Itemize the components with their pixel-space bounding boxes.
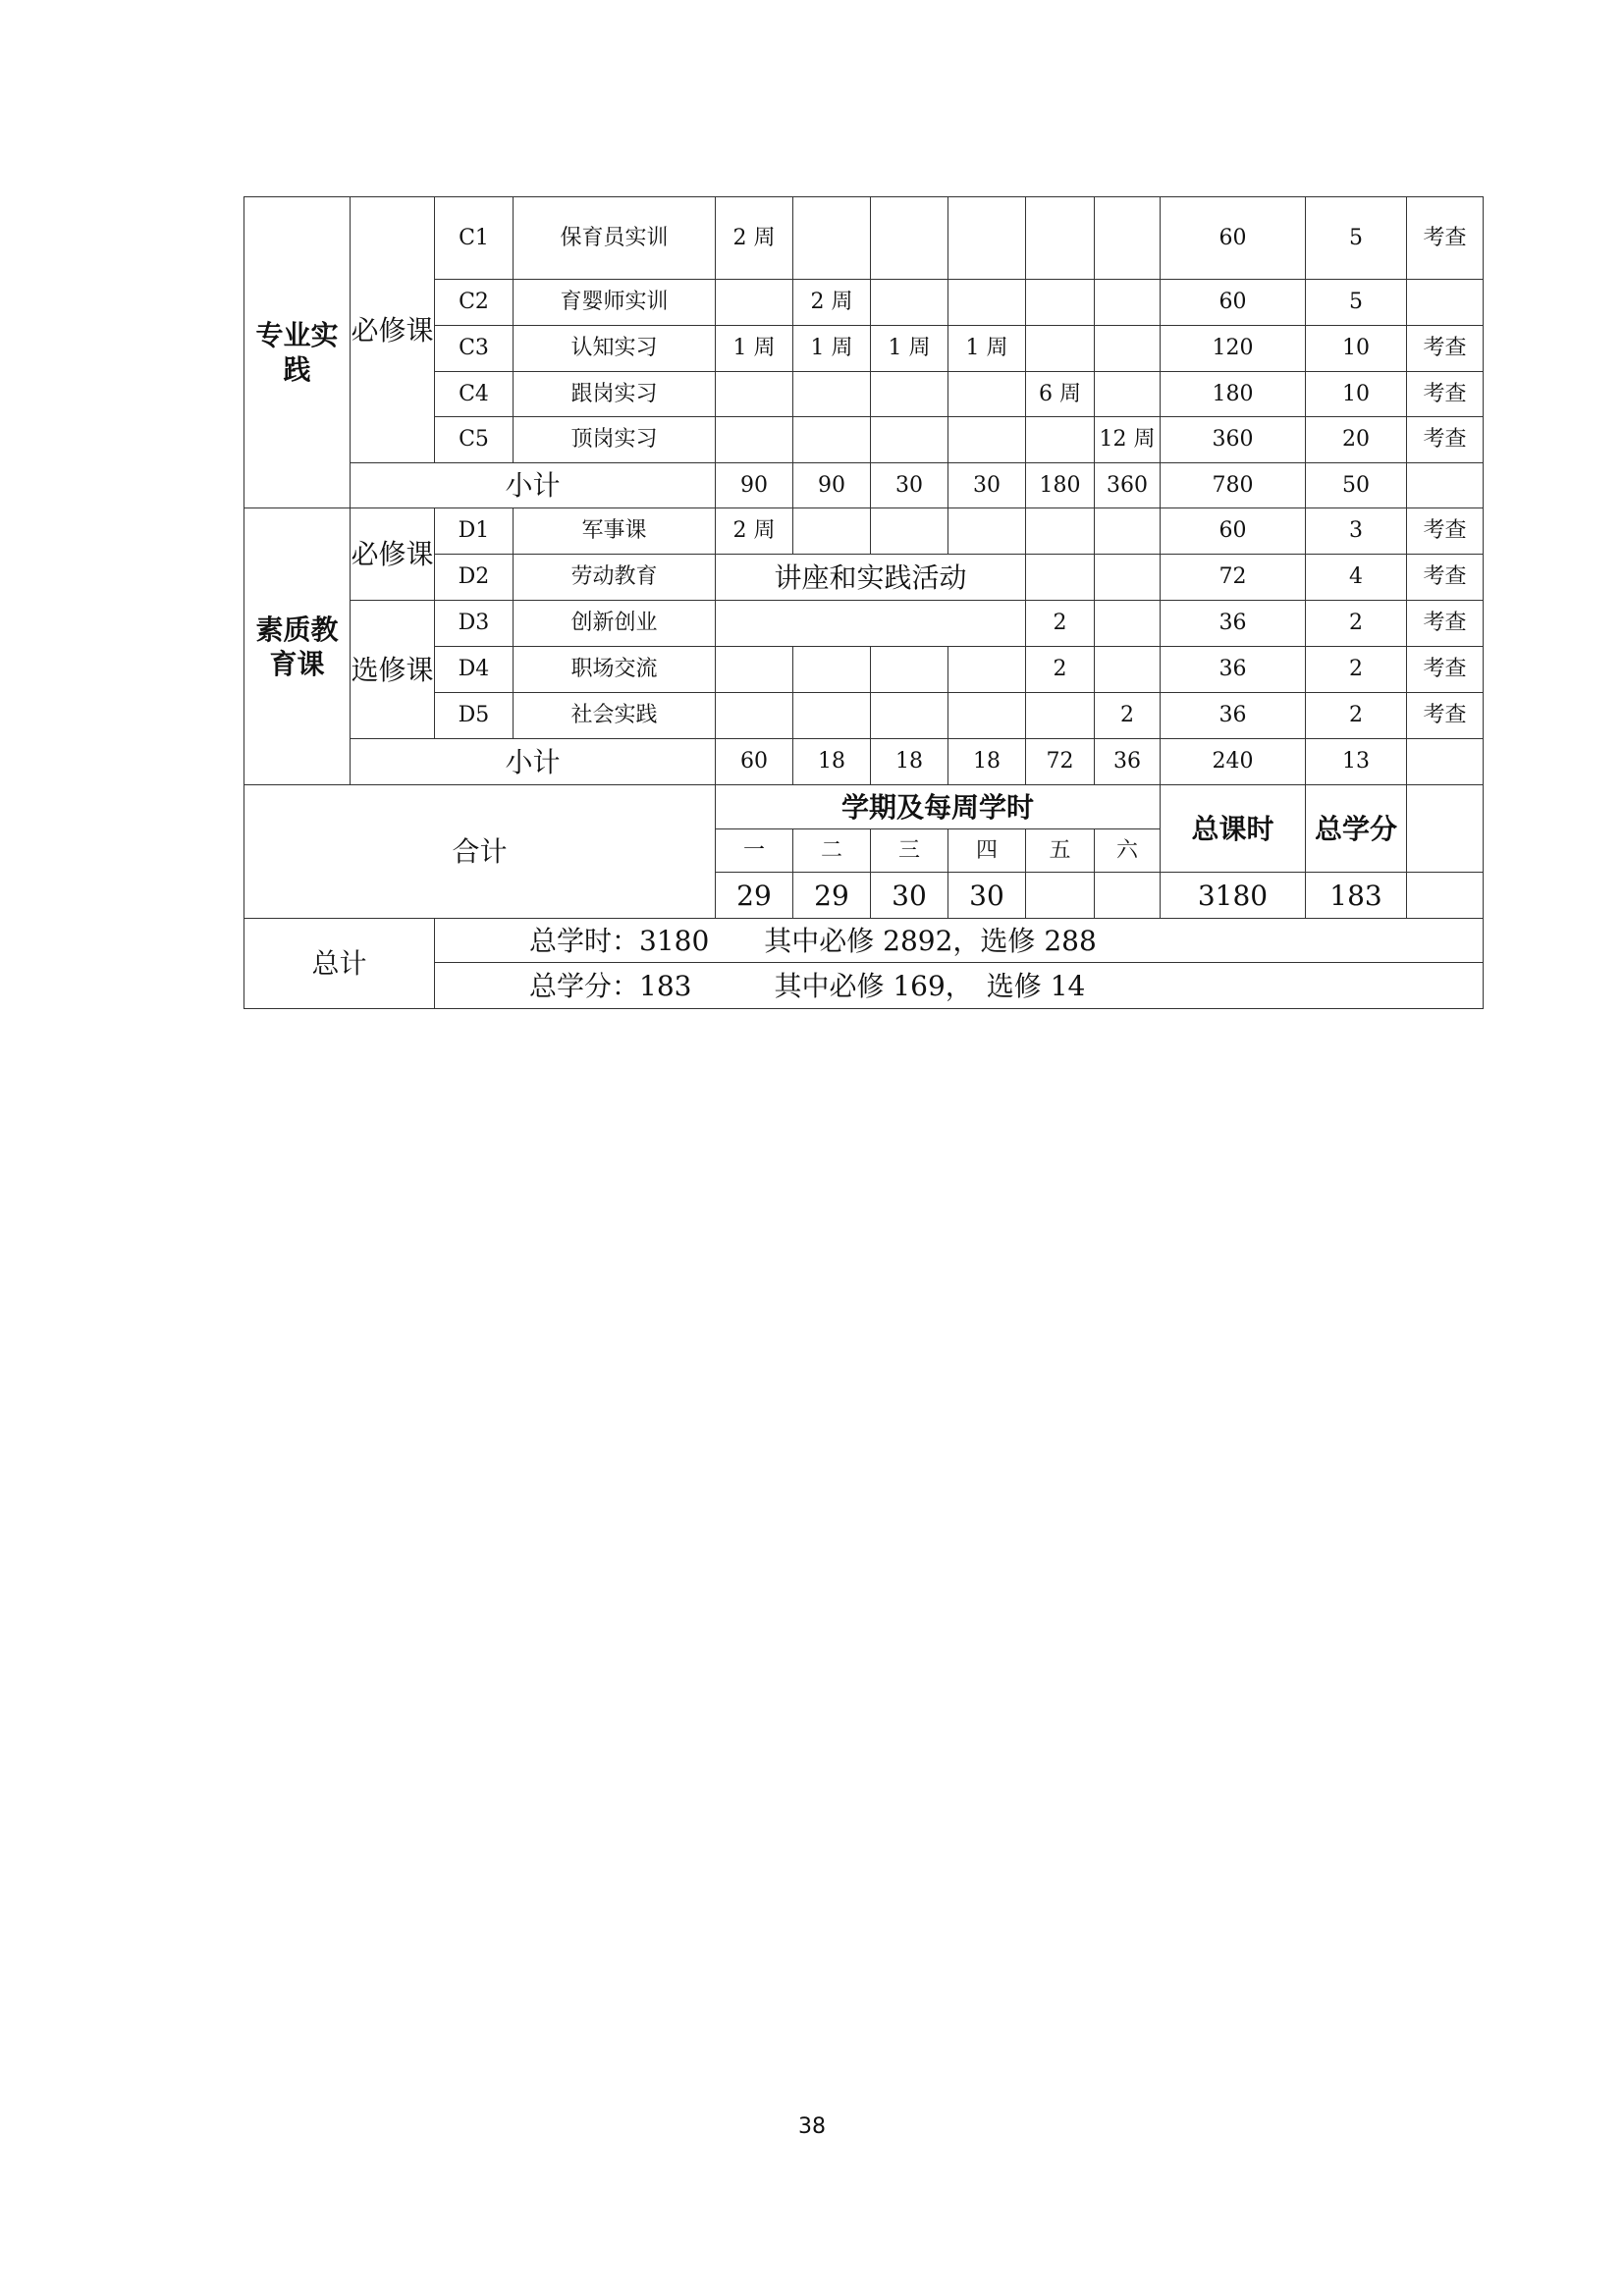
credits: 10 (1306, 326, 1407, 372)
semester-1 (716, 372, 793, 417)
semester-3 (871, 417, 948, 463)
subtotal-semester-5: 180 (1026, 463, 1095, 508)
subtotal-semester-2: 90 (793, 463, 871, 508)
assessment: 考查 (1407, 693, 1484, 739)
subtotal-credits: 13 (1306, 739, 1407, 785)
semester-6 (1095, 197, 1161, 280)
subtotal-label: 小计 (351, 739, 716, 785)
weekly-hours-5 (1026, 873, 1095, 919)
semester-4 (948, 647, 1026, 693)
semester-2 (793, 372, 871, 417)
semester-4: 1 周 (948, 326, 1026, 372)
semester-2: 2 周 (793, 280, 871, 326)
semester-4 (948, 372, 1026, 417)
semester-5: 2 (1026, 647, 1095, 693)
weekly-hours-1: 29 (716, 873, 793, 919)
semester-5: 6 周 (1026, 372, 1095, 417)
type-quality-required: 必修课 (351, 508, 435, 601)
grand-total-credits-line: 总学分：183 其中必修 169， 选修 14 (435, 963, 1484, 1009)
semester-label-6: 六 (1095, 829, 1161, 873)
assessment: 考查 (1407, 326, 1484, 372)
empty-cell (1407, 463, 1484, 508)
semester-6 (1095, 372, 1161, 417)
course-code: D3 (435, 601, 514, 647)
subtotal-semester-6: 360 (1095, 463, 1161, 508)
semester-5: 2 (1026, 601, 1095, 647)
semester-2 (793, 647, 871, 693)
course-name: 职场交流 (514, 647, 716, 693)
semester-5 (1026, 508, 1095, 555)
empty-cell (1407, 785, 1484, 873)
assessment: 考查 (1407, 647, 1484, 693)
credits: 5 (1306, 280, 1407, 326)
course-code: D5 (435, 693, 514, 739)
semester-6 (1095, 280, 1161, 326)
sum-total-credits: 183 (1306, 873, 1407, 919)
subtotal-label: 小计 (351, 463, 716, 508)
semester-4 (948, 417, 1026, 463)
total-hours: 60 (1161, 508, 1306, 555)
semester-3 (871, 693, 948, 739)
page-number: 38 (798, 2114, 826, 2139)
course-code: D4 (435, 647, 514, 693)
course-code: D1 (435, 508, 514, 555)
semester-1 (716, 647, 793, 693)
total-hours: 36 (1161, 693, 1306, 739)
course-name: 跟岗实习 (514, 372, 716, 417)
subtotal-semester-1: 90 (716, 463, 793, 508)
semester-6: 2 (1095, 693, 1161, 739)
type-quality-elective: 选修课 (351, 601, 435, 739)
semester-4 (948, 280, 1026, 326)
course-name: 军事课 (514, 508, 716, 555)
course-name: 育婴师实训 (514, 280, 716, 326)
empty-cell (1407, 873, 1484, 919)
weekly-hours-2: 29 (793, 873, 871, 919)
semester-6 (1095, 508, 1161, 555)
semester-2 (793, 417, 871, 463)
credits: 3 (1306, 508, 1407, 555)
total-hours: 360 (1161, 417, 1306, 463)
credits: 2 (1306, 601, 1407, 647)
course-name: 认知实习 (514, 326, 716, 372)
assessment: 考查 (1407, 508, 1484, 555)
semester-1: 1 周 (716, 326, 793, 372)
assessment: 考查 (1407, 417, 1484, 463)
semester-1 (716, 280, 793, 326)
assessment: 考查 (1407, 601, 1484, 647)
semester-6 (1095, 555, 1161, 601)
semester-label-5: 五 (1026, 829, 1095, 873)
semester-2: 1 周 (793, 326, 871, 372)
semester-6 (1095, 326, 1161, 372)
subtotal-semester-1: 60 (716, 739, 793, 785)
type-practice-required: 必修课 (351, 197, 435, 463)
semester-1 (716, 417, 793, 463)
credits: 2 (1306, 647, 1407, 693)
assessment: 考查 (1407, 555, 1484, 601)
course-code: C3 (435, 326, 514, 372)
semester-6 (1095, 647, 1161, 693)
semester-label-2: 二 (793, 829, 871, 873)
course-code: C2 (435, 280, 514, 326)
semester-3 (871, 197, 948, 280)
total-hours: 72 (1161, 555, 1306, 601)
assessment: 考查 (1407, 372, 1484, 417)
semester-6 (1095, 601, 1161, 647)
course-name: 创新创业 (514, 601, 716, 647)
weekly-hours-3: 30 (871, 873, 948, 919)
sum-label: 合计 (244, 785, 716, 919)
semester-label-1: 一 (716, 829, 793, 873)
subtotal-semester-3: 18 (871, 739, 948, 785)
assessment (1407, 280, 1484, 326)
semester-5 (1026, 326, 1095, 372)
course-code: C1 (435, 197, 514, 280)
assessment: 考查 (1407, 197, 1484, 280)
semester-4 (948, 693, 1026, 739)
weekly-hours-4: 30 (948, 873, 1026, 919)
sum-total-hours: 3180 (1161, 873, 1306, 919)
semester-5 (1026, 555, 1095, 601)
subtotal-semester-4: 18 (948, 739, 1026, 785)
semester-2 (793, 197, 871, 280)
credits: 10 (1306, 372, 1407, 417)
course-name: 保育员实训 (514, 197, 716, 280)
semester-4 (948, 197, 1026, 280)
course-name: 社会实践 (514, 693, 716, 739)
credits: 20 (1306, 417, 1407, 463)
grand-total-label: 总计 (244, 919, 435, 1009)
course-name: 劳动教育 (514, 555, 716, 601)
subtotal-semester-3: 30 (871, 463, 948, 508)
subtotal-credits: 50 (1306, 463, 1407, 508)
empty-cell (1407, 739, 1484, 785)
subtotal-hours: 780 (1161, 463, 1306, 508)
total-hours: 36 (1161, 647, 1306, 693)
course-code: C5 (435, 417, 514, 463)
semester-header: 学期及每周学时 (716, 785, 1161, 829)
credits: 2 (1306, 693, 1407, 739)
semester-3 (871, 372, 948, 417)
semester-2 (793, 693, 871, 739)
total-hours: 36 (1161, 601, 1306, 647)
subtotal-semester-2: 18 (793, 739, 871, 785)
semester-1: 2 周 (716, 197, 793, 280)
semester-6: 12 周 (1095, 417, 1161, 463)
semesters-1-4 (716, 601, 1026, 647)
semester-5 (1026, 280, 1095, 326)
grand-total-hours-line: 总学时：3180 其中必修 2892，选修 288 (435, 919, 1484, 963)
total-hours: 180 (1161, 372, 1306, 417)
total-hours: 120 (1161, 326, 1306, 372)
total-hours-header: 总课时 (1161, 785, 1306, 873)
semester-2 (793, 508, 871, 555)
semester-3 (871, 508, 948, 555)
activity-note: 讲座和实践活动 (716, 555, 1026, 601)
semester-3 (871, 280, 948, 326)
weekly-hours-6 (1095, 873, 1161, 919)
course-name: 顶岗实习 (514, 417, 716, 463)
semester-4 (948, 508, 1026, 555)
category-quality: 素质教育课 (244, 508, 351, 785)
semester-5 (1026, 693, 1095, 739)
semester-1: 2 周 (716, 508, 793, 555)
semester-3 (871, 647, 948, 693)
total-hours: 60 (1161, 280, 1306, 326)
subtotal-semester-6: 36 (1095, 739, 1161, 785)
semester-label-4: 四 (948, 829, 1026, 873)
semester-5 (1026, 417, 1095, 463)
subtotal-semester-4: 30 (948, 463, 1026, 508)
credits: 4 (1306, 555, 1407, 601)
course-plan-table (244, 196, 1484, 1009)
subtotal-semester-5: 72 (1026, 739, 1095, 785)
credits: 5 (1306, 197, 1407, 280)
total-hours: 60 (1161, 197, 1306, 280)
total-credits-header: 总学分 (1306, 785, 1407, 873)
semester-1 (716, 693, 793, 739)
subtotal-hours: 240 (1161, 739, 1306, 785)
course-code: C4 (435, 372, 514, 417)
course-code: D2 (435, 555, 514, 601)
semester-label-3: 三 (871, 829, 948, 873)
semester-3: 1 周 (871, 326, 948, 372)
semester-5 (1026, 197, 1095, 280)
category-practice: 专业实践 (244, 197, 351, 508)
